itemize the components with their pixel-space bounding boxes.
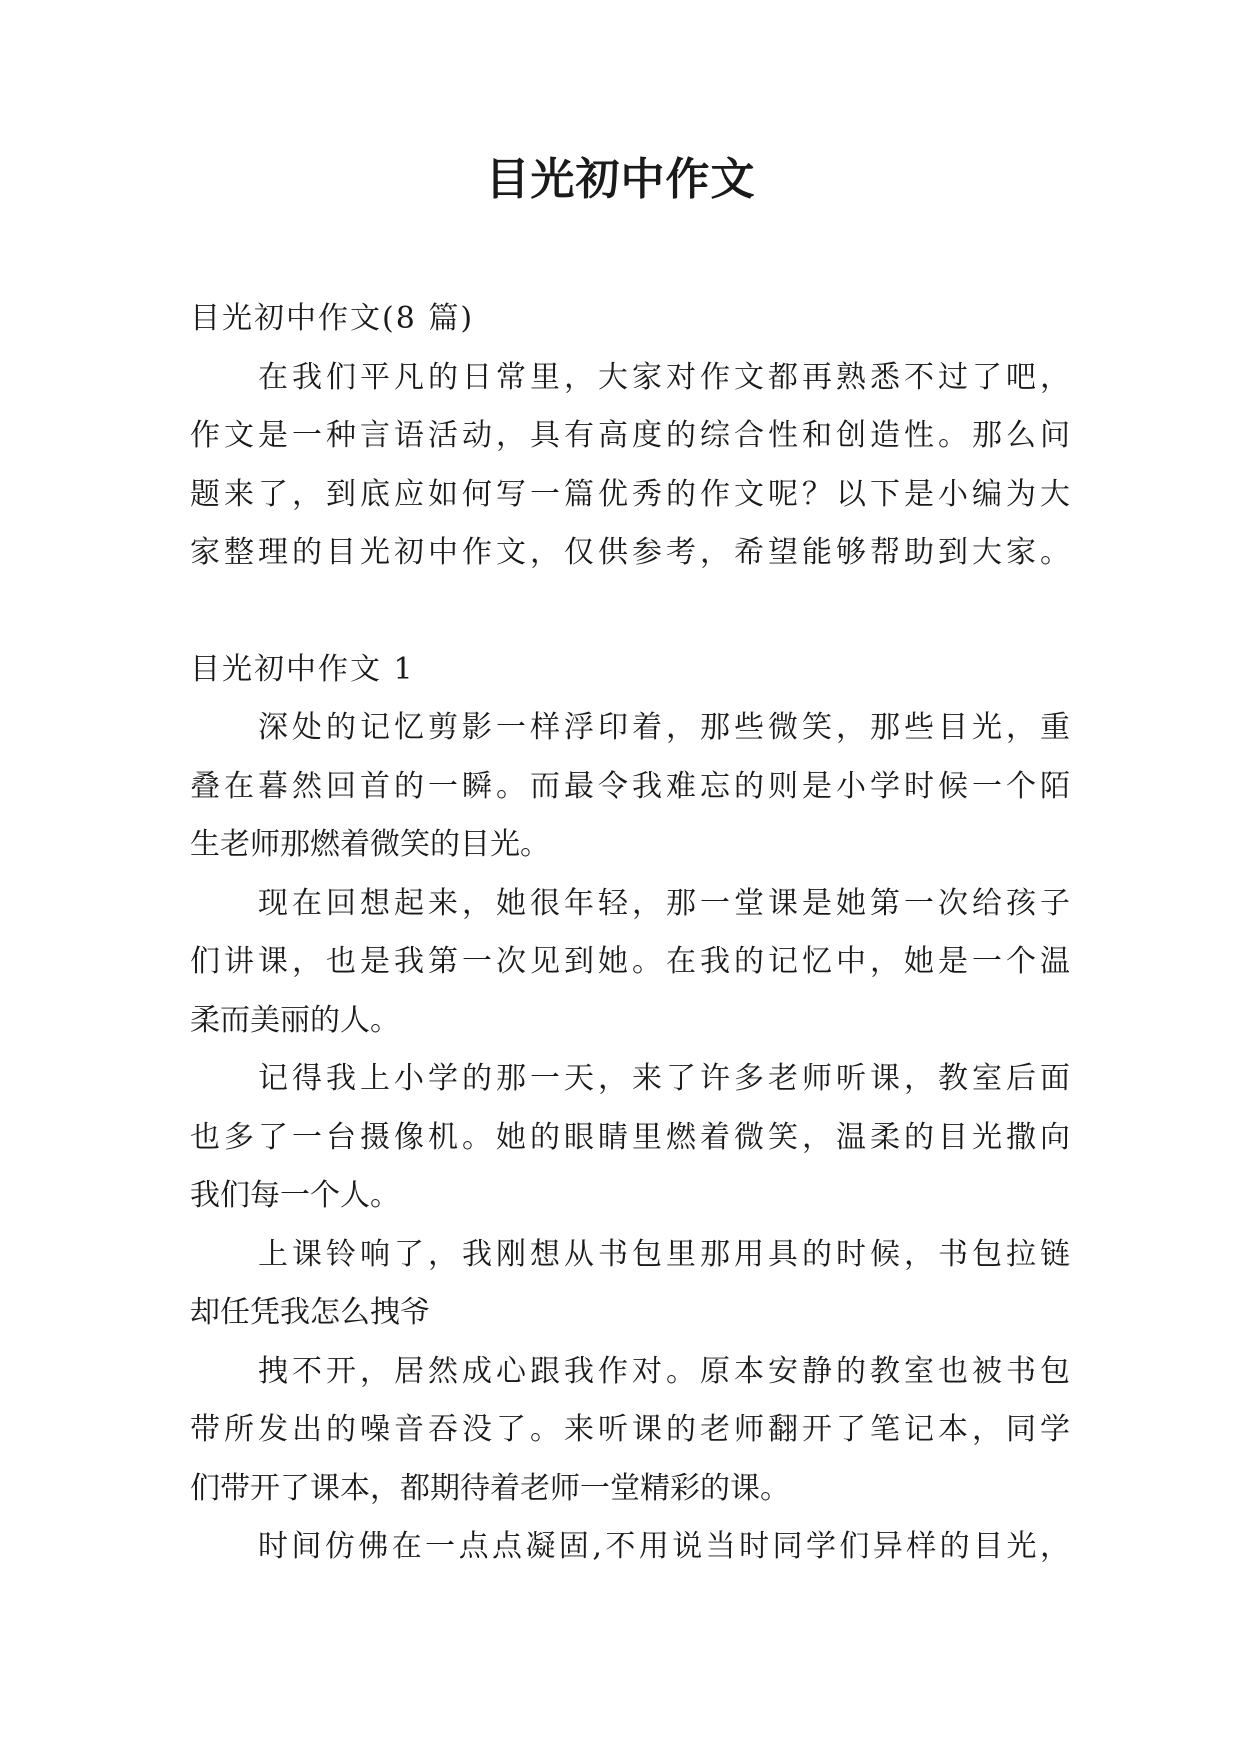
- paragraph-line: 在我们平凡的日常里，大家对作文都再熟悉不过了吧，: [258, 359, 1070, 395]
- page-title: 目光初中作文: [485, 154, 756, 205]
- intro-paragraph: [190, 349, 1070, 583]
- essay-1-paragraph-5: [190, 1343, 1070, 1519]
- paragraph-line: 记得我上小学的那一天，来了许多老师听课，教室后面: [258, 1061, 1070, 1096]
- paragraph-line: 带所发出的噪音吞没了。来听课的老师翻开了笔记本，同学: [190, 1412, 1070, 1447]
- paragraph-line: 题来了，到底应如何写一篇优秀的作文呢？以下是小编为大: [190, 476, 1070, 512]
- essay-1-paragraph-2: [190, 875, 1070, 1051]
- document-body: [190, 290, 1070, 1577]
- paragraph-line: 们讲课，也是我第一次见到她。在我的记忆中，她是一个温: [190, 944, 1070, 979]
- paragraph-line: 生老师那燃着微笑的目光。: [190, 827, 550, 862]
- essay-1-paragraph-3: [190, 1050, 1070, 1226]
- paragraph-line: 也多了一台摄像机。她的眼睛里燃着微笑，温柔的目光撒向: [190, 1119, 1070, 1155]
- paragraph-line: 我们每一个人。: [190, 1178, 400, 1213]
- paragraph-line: 们带开了课本，都期待着老师一堂精彩的课。: [190, 1470, 790, 1506]
- paragraph-line: 作文是一种言语活动，具有高度的综合性和创造性。那么问: [190, 418, 1070, 453]
- paragraph-line: 时间仿佛在一点点凝固,不用说当时同学们异样的目光，: [258, 1529, 1070, 1564]
- paragraph-line: 家整理的目光初中作文，仅供参考，希望能够帮助到大家。: [190, 535, 1070, 570]
- paragraph-line: 拽不开，居然成心跟我作对。原本安静的教室也被书包: [258, 1353, 1070, 1389]
- intro-heading: 目光初中作文(8 篇): [190, 301, 475, 336]
- paragraph-line: 深处的记忆剪影一样浮印着，那些微笑，那些目光，重: [258, 710, 1070, 745]
- section-spacer: [190, 583, 1070, 641]
- paragraph-line: 上课铃响了，我刚想从书包里那用具的时候，书包拉链: [258, 1236, 1070, 1272]
- essay-1-paragraph-6: [190, 1518, 1070, 1577]
- paragraph-line: 现在回想起来，她很年轻，那一堂课是她第一次给孩子: [258, 885, 1070, 921]
- paragraph-line: 叠在暮然回首的一瞬。而最令我难忘的则是小学时候一个陌: [190, 768, 1070, 804]
- essay-1-paragraph-4: [190, 1226, 1070, 1343]
- paragraph-line: 柔而美丽的人。: [190, 1002, 400, 1038]
- essay-1-paragraph-1: [190, 699, 1070, 875]
- essay-1-heading: 目光初中作文 1: [190, 651, 415, 687]
- paragraph-line: 却任凭我怎么拽爷: [190, 1295, 430, 1330]
